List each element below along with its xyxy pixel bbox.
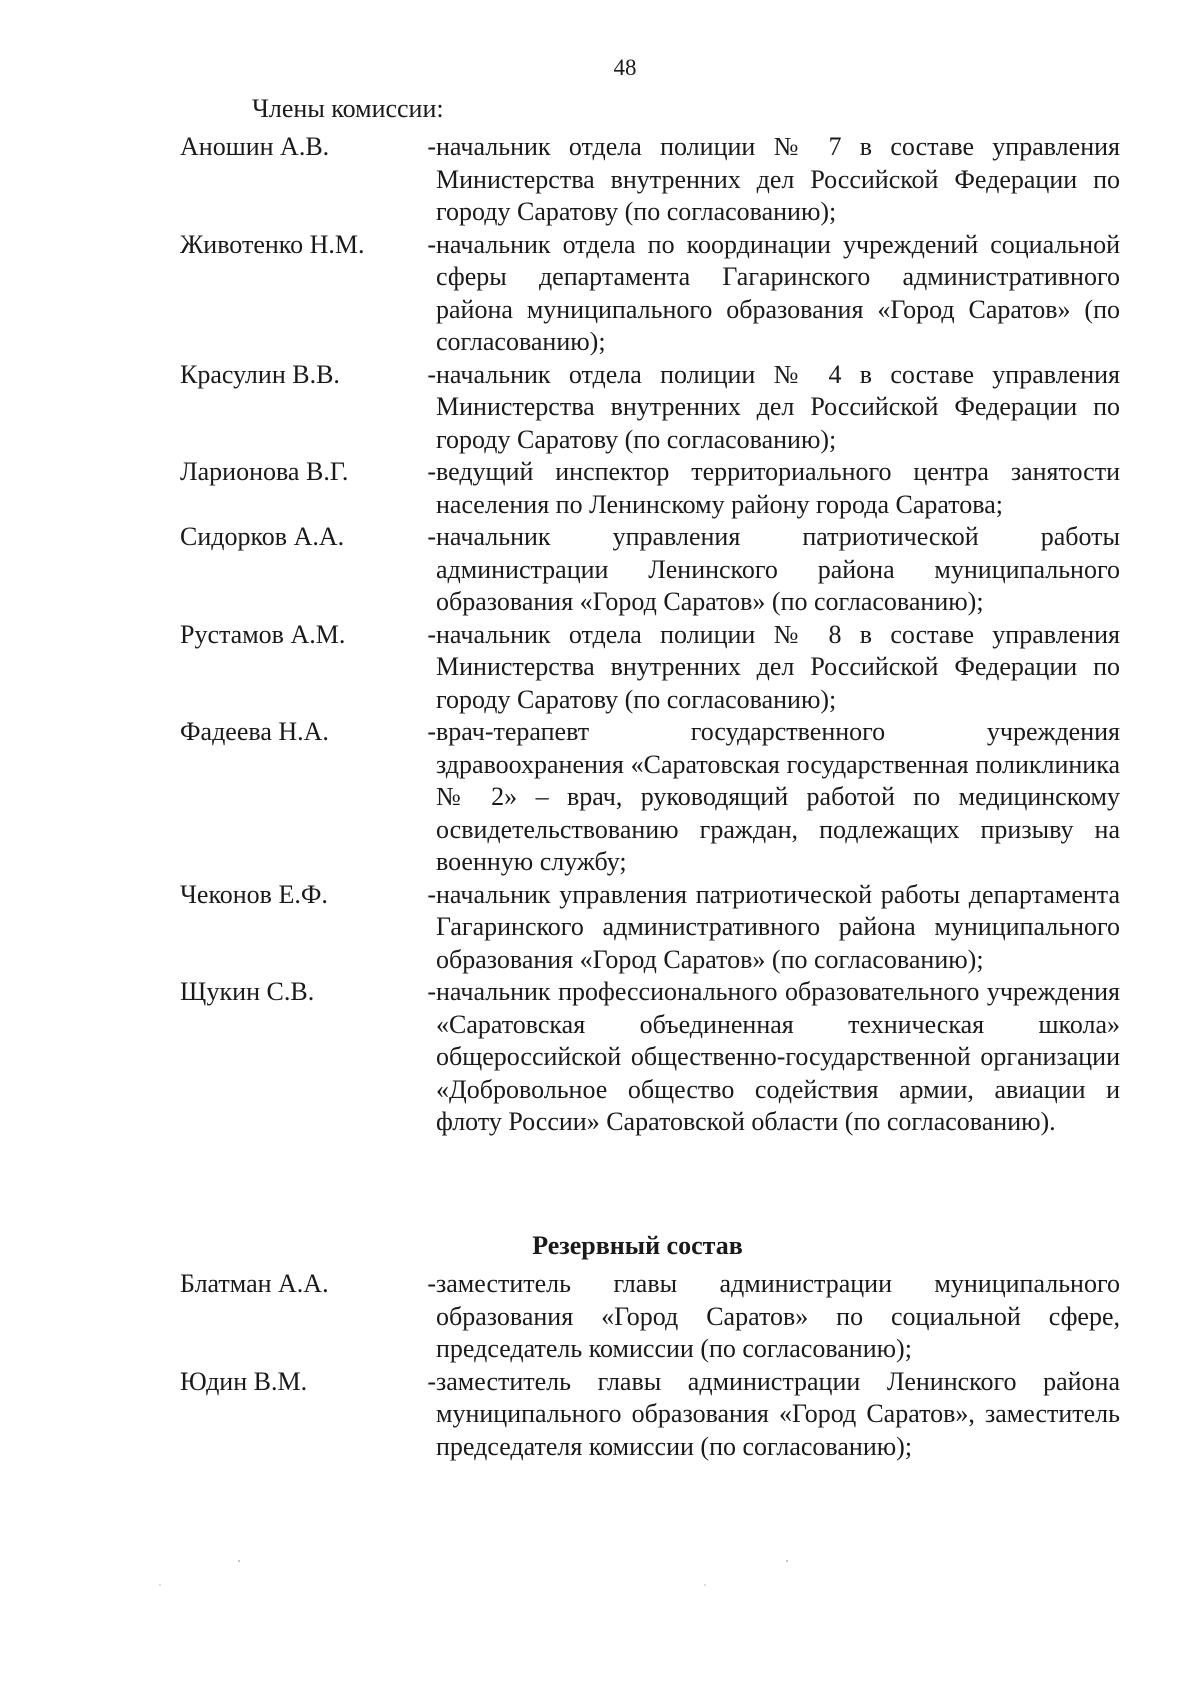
members-heading: Члены комиссии: <box>252 94 444 123</box>
member-name: Животенко Н.М. <box>180 229 365 259</box>
reserve-position: заместитель главы администрации муниципального образования «Город Саратов» по социальной сфере, председатель комиссии (по согласованию); <box>436 1269 1120 1363</box>
members-list <box>180 131 1120 1139</box>
member-name: Ларионова В.Г. <box>180 457 349 486</box>
dash: - <box>427 619 436 649</box>
dash: - <box>427 717 436 746</box>
member-name: Красулин В.В. <box>180 359 340 389</box>
member-position: начальник управления патриотической работы администрации Ленинского района муниципального образования «Город Саратов» (по согласованию); <box>436 522 1120 616</box>
member-name: Сидорков А.А. <box>180 522 345 551</box>
dash: - <box>427 132 436 161</box>
reserve-name: Блатман А.А. <box>180 1269 329 1298</box>
member-position: начальник управления патриотической работы департамента Гагаринского административного района муниципального образования «Город Саратов» (по согласованию); <box>436 879 1120 974</box>
dash: - <box>427 1269 436 1298</box>
reserve-list <box>180 1268 1120 1463</box>
scan-specks <box>0 1555 1200 1595</box>
reserve-entry <box>180 1268 1120 1366</box>
dash: - <box>427 1366 436 1396</box>
member-name: Рустамов А.М. <box>180 619 346 649</box>
member-entry <box>180 716 1120 879</box>
reserve-entry <box>180 1366 1120 1464</box>
reserve-heading: Резервный состав <box>532 1231 743 1260</box>
member-position: начальник отдела полиции № 8 в составе управления Министерства внутренних дел Российской Федерации по городу Саратову (по согласованию); <box>436 619 1120 714</box>
member-position: начальник отдела по координации учреждений социальной сферы департамента Гагаринского административного района муниципального образования «Город Саратов» (по согласованию); <box>436 229 1120 356</box>
member-entry <box>180 359 1120 457</box>
reserve-position: заместитель главы администрации Ленинского района муниципального образования «Город Саратов», заместитель председателя комиссии (по согласованию); <box>436 1366 1120 1461</box>
member-name: Фадеева Н.А. <box>180 717 329 746</box>
member-position: врач-терапевт государственного учреждения здравоохранения «Саратовская государственная поликлиника № 2» – врач, руководящий работой по медицинскому освидетельствованию граждан, подлежащих призыву на военную службу; <box>436 717 1120 876</box>
member-entry <box>180 976 1120 1139</box>
dash: - <box>427 879 436 909</box>
member-position: начальник профессионального образовательного учреждения «Саратовская объединенная техническая школа» общероссийской общественно-государственной организации «Добровольное общество содействия армии, авиации и флоту России» Саратовской области (по согласованию). <box>436 977 1120 1136</box>
dash: - <box>427 522 436 551</box>
member-name: Чеконов Е.Ф. <box>180 879 328 909</box>
member-entry <box>180 229 1120 359</box>
dash: - <box>427 229 436 259</box>
dash: - <box>427 359 436 389</box>
member-position: начальник отдела полиции № 7 в составе управления Министерства внутренних дел Российской Федерации по городу Саратову (по согласованию); <box>436 132 1120 226</box>
member-name: Аношин А.В. <box>180 132 330 161</box>
dash: - <box>427 977 436 1006</box>
member-entry <box>180 131 1120 229</box>
member-name: Щукин С.В. <box>180 977 315 1006</box>
member-entry <box>180 879 1120 977</box>
member-entry <box>180 521 1120 619</box>
member-position: ведущий инспектор территориального центра занятости населения по Ленинскому району города Саратова; <box>436 457 1120 519</box>
reserve-name: Юдин В.М. <box>180 1366 308 1396</box>
dash: - <box>427 457 436 486</box>
page-number: 48 <box>613 55 637 80</box>
member-entry <box>180 456 1120 521</box>
member-position: начальник отдела полиции № 4 в составе управления Министерства внутренних дел Российской Федерации по городу Саратову (по согласованию); <box>436 359 1120 454</box>
member-entry <box>180 619 1120 717</box>
